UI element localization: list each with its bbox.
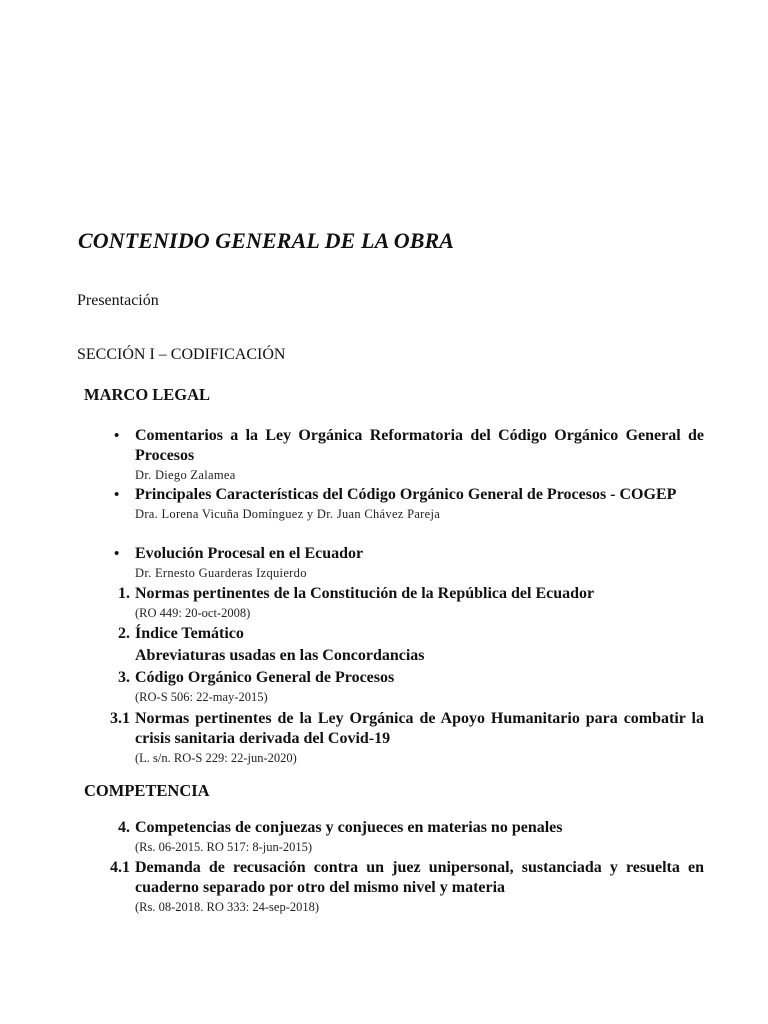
toc-entry-principales <box>100 485 704 523</box>
entry-title: Comentarios a la Ley Orgánica Reformatoria del Código Orgánico General de Procesos <box>135 427 704 464</box>
entry-title: Índice Temático <box>135 625 244 642</box>
toc-entry-3 <box>100 668 704 706</box>
entry-number: 4. <box>118 819 130 836</box>
toc-entry-4 <box>100 818 704 856</box>
toc-entry-comentarios <box>100 426 704 484</box>
toc-entry-2 <box>100 624 704 667</box>
toc-entry-1 <box>100 584 704 622</box>
toc-entry-3-1 <box>100 709 704 767</box>
entry-reference: (RO-S 506: 22-may-2015) <box>135 690 268 704</box>
entry-title: Código Orgánico General de Procesos <box>135 669 395 686</box>
toc-entry-evolucion <box>100 544 704 582</box>
document-title: CONTENIDO GENERAL DE LA OBRA <box>78 228 455 253</box>
entry-author: Dr. Ernesto Guarderas Izquierdo <box>135 566 307 580</box>
entry-number: 4.1 <box>110 859 130 876</box>
entry-title: Competencias de conjuezas y conjueces en materias no penales <box>135 819 563 836</box>
entry-reference: (Rs. 08-2018. RO 333: 24-sep-2018) <box>135 900 320 914</box>
competencia-heading: COMPETENCIA <box>84 781 210 800</box>
entry-reference: (Rs. 06-2015. RO 517: 8-jun-2015) <box>135 840 313 854</box>
entry-title: Normas pertinentes de la Constitución de la República del Ecuador <box>135 585 595 602</box>
entry-number: 3.1 <box>110 710 130 727</box>
presentacion-link: Presentación <box>77 292 159 309</box>
entry-author: Dra. Lorena Vicuña Domínguez y Dr. Juan Chávez Pareja <box>135 507 441 521</box>
bullet-icon: • <box>114 428 120 444</box>
marco-legal-heading: MARCO LEGAL <box>84 385 211 404</box>
entry-author: Dr. Diego Zalamea <box>135 468 236 482</box>
entry-title: Normas pertinentes de la Ley Orgánica de Apoyo Humanitario para combatir la crisis sanitaria derivada del Covid-19 <box>135 710 704 747</box>
toc-entry-4-1 <box>100 858 704 916</box>
entry-title: Demanda de recusación contra un juez unipersonal, sustanciada y resuelta en cuaderno separado por otro del mismo nivel y materia <box>135 859 704 896</box>
entry-title: Evolución Procesal en el Ecuador <box>135 545 364 562</box>
entry-reference: (L. s/n. RO-S 229: 22-jun-2020) <box>135 751 297 765</box>
bullet-icon: • <box>114 487 120 503</box>
entry-number: 1. <box>118 585 130 602</box>
entry-title: Principales Características del Código Orgánico General de Procesos - COGEP <box>135 486 677 503</box>
entry-reference: (RO 449: 20-oct-2008) <box>135 606 251 620</box>
bullet-icon: • <box>114 546 120 562</box>
entry-number: 3. <box>118 669 130 686</box>
entry-number: 2. <box>118 625 130 642</box>
section-heading: SECCIÓN I – CODIFICACIÓN <box>77 346 286 363</box>
entry-subtitle: Abreviaturas usadas en las Concordancias <box>135 647 425 664</box>
